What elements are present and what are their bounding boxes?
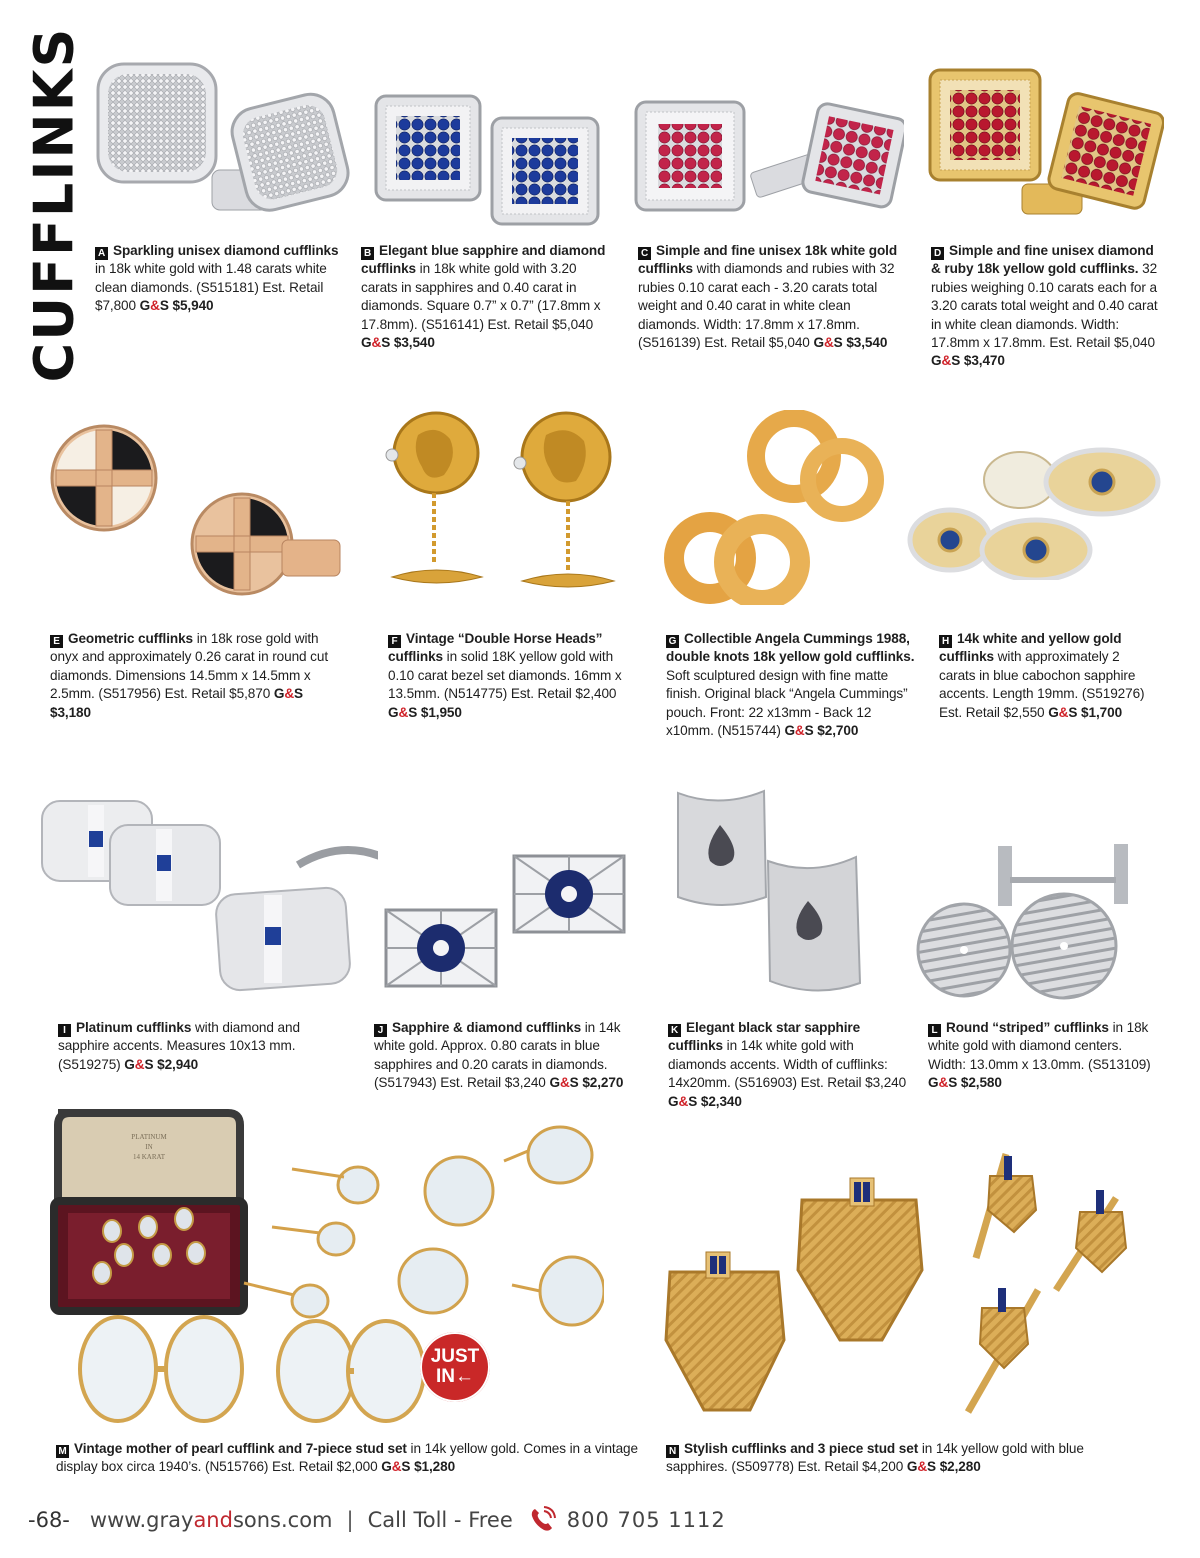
item-description-a	[95, 242, 345, 316]
item-description-c	[638, 242, 908, 352]
item-letter: L	[928, 1024, 941, 1037]
box-label-3: 14 KARAT	[132, 1153, 166, 1161]
item-name: Sparkling unisex diamond cufflinks	[113, 243, 339, 258]
item-letter: C	[638, 247, 651, 260]
product-image-a	[92, 60, 354, 232]
item-price: $2,700	[817, 723, 859, 739]
gs-logo: G&S	[381, 1459, 411, 1475]
box-label-2: IN	[145, 1143, 153, 1151]
item-details: in 18k white gold with 1.48 carats white clean diamonds. (S515181) Est. Retail $7,800	[95, 261, 327, 314]
item-name: Vintage mother of pearl cufflink and 7-piece stud set	[74, 1441, 407, 1456]
item-description-f	[388, 630, 628, 722]
item-details: in 18k white gold with diamond centers. Width: 13.0mm x 13.0mm. (S513109)	[928, 1020, 1151, 1072]
item-description-i	[58, 1019, 308, 1074]
item-description-j	[374, 1019, 624, 1093]
item-name: Round “striped” cufflinks	[946, 1020, 1109, 1035]
item-price: $2,940	[157, 1056, 199, 1072]
item-description-m	[56, 1440, 646, 1477]
item-name: Elegant black star sapphire cufflinks	[668, 1020, 861, 1054]
item-price: $1,280	[414, 1459, 456, 1475]
item-details: with approximately 2 carats in blue cabochon sapphire accents. Length 19mm. (S519276) Est. Retail $2,550	[939, 649, 1145, 720]
gs-logo: G&S	[139, 298, 169, 314]
item-letter: M	[56, 1445, 69, 1458]
item-name: Geometric cufflinks	[68, 631, 194, 646]
item-name: Elegant blue sapphire and diamond cufflinks	[361, 243, 606, 277]
item-details: in 14k white gold with diamonds accents. Width of cufflinks: 14x20mm. (S516903) Est. Retail $3,240	[668, 1038, 907, 1091]
gs-logo: G&S	[784, 723, 814, 739]
gs-logo: G&S	[813, 335, 843, 351]
product-image-n	[660, 1140, 1160, 1430]
call-toll-free-label: Call Toll - Free	[367, 1508, 513, 1532]
item-price: $1,700	[1081, 704, 1123, 720]
item-details: Soft sculptured design with fine matte finish. Original black “Angela Cummings” pouch. Front: 22 x13mm - Back 12 x10mm. (N515744)	[666, 667, 908, 739]
product-image-f	[378, 405, 640, 600]
item-letter: F	[388, 635, 401, 648]
product-image-d	[926, 66, 1164, 236]
item-letter: I	[58, 1024, 71, 1037]
item-price: $2,270	[582, 1075, 624, 1091]
page-footer	[28, 1502, 726, 1538]
gs-logo: G&S	[361, 335, 391, 351]
item-description-k	[668, 1019, 913, 1111]
product-image-e	[46, 420, 346, 600]
badge-line-1: JUST	[430, 1346, 480, 1367]
item-price: $3,540	[393, 335, 435, 351]
product-image-c	[632, 92, 904, 232]
item-name: 14k white and yellow gold cufflinks	[939, 631, 1122, 665]
item-description-g	[666, 630, 916, 740]
badge-line-2: IN←	[436, 1366, 474, 1387]
product-image-m	[44, 1105, 604, 1425]
item-letter: K	[668, 1024, 681, 1037]
item-name: Vintage “Double Horse Heads” cufflinks	[388, 631, 603, 665]
item-name: Stylish cufflinks and 3 piece stud set	[684, 1441, 919, 1456]
item-details: with diamonds and rubies with 32 rubies 0.10 carat each - 3.20 carats total weight and 0.40 carat in white clean diamonds. Width: 17.8mm x 17.8mm. (S516139) Est. Retail $5,040	[638, 261, 895, 351]
section-title-text: CUFFLINKS	[22, 26, 86, 382]
item-details: in solid 18K yellow gold with 0.10 carat bezel set diamonds. 16mm x 13.5mm. (N514775) Est. Retail $2,400	[388, 649, 622, 702]
phone-icon	[527, 1505, 557, 1535]
item-name: Sapphire & diamond cufflinks	[392, 1020, 582, 1035]
item-details: in 14k yellow gold with blue sapphires. (S509778) Est. Retail $4,200	[666, 1441, 1084, 1475]
item-description-d	[931, 242, 1163, 371]
just-in-badge	[420, 1332, 490, 1402]
item-price: $2,280	[939, 1459, 981, 1475]
item-description-l	[928, 1019, 1158, 1093]
item-price: $1,950	[420, 704, 462, 720]
product-image-i	[38, 795, 378, 995]
gs-logo: G&S	[928, 1075, 958, 1091]
item-letter: D	[931, 247, 944, 260]
page-number: -68-	[28, 1508, 70, 1532]
gs-logo: G&S	[549, 1075, 579, 1091]
item-price: $3,180	[50, 704, 91, 720]
item-name: Platinum cufflinks	[76, 1020, 192, 1035]
item-letter: G	[666, 635, 679, 648]
item-details: with diamond and sapphire accents. Measures 10x13 mm. (S519275)	[58, 1020, 300, 1072]
item-letter: B	[361, 247, 374, 260]
product-image-j	[380, 852, 632, 994]
item-description-e	[50, 630, 340, 722]
phone-number[interactable]: 800 705 1112	[566, 1508, 726, 1532]
item-price: $2,340	[700, 1093, 742, 1109]
item-name: Collectible Angela Cummings 1988, double knots 18k yellow gold cufflinks.	[666, 631, 915, 665]
product-image-l	[914, 840, 1144, 1000]
item-name: Simple and fine unisex 18k white gold cufflinks	[638, 243, 898, 277]
item-price: $5,940	[172, 298, 214, 314]
gs-logo: G&S	[1048, 704, 1078, 720]
item-letter: H	[939, 635, 952, 648]
item-price: $3,470	[963, 353, 1005, 369]
gs-logo: G&S	[668, 1093, 698, 1109]
gs-logo: G&S	[124, 1056, 154, 1072]
item-description-h	[939, 630, 1154, 722]
section-title	[22, 26, 86, 382]
item-details: 32 rubies weighing 0.10 carats each for a 3.20 carats total weight and 0.40 carat in white clean diamonds. Width: 17.8mm x 17.8mm. Est. Retail $5,040	[931, 261, 1158, 351]
item-details: in 18k white gold with 3.20 carats in sapphires and 0.40 carat in diamonds. Square 0.7” x 0.7” (17.8mm x 17.8mm). (S516141) Est. Retail $5,040	[361, 261, 601, 332]
product-image-g	[664, 410, 896, 605]
item-name: Simple and fine unisex diamond & ruby 18k yellow gold cufflinks.	[931, 243, 1154, 277]
item-letter: N	[666, 1445, 679, 1458]
item-letter: A	[95, 247, 108, 260]
product-image-h	[906, 440, 1168, 580]
product-image-b	[372, 92, 604, 232]
item-price: $3,540	[846, 335, 888, 351]
item-details: in 14k yellow gold. Comes in a vintage display box circa 1940’s. (N515766) Est. Retail $2,000	[56, 1441, 638, 1475]
box-label-1: PLATINUM	[131, 1133, 167, 1141]
item-description-b	[361, 242, 611, 352]
item-letter: J	[374, 1024, 387, 1037]
gs-logo: G&S	[931, 353, 961, 369]
item-details: in 14k white gold. Approx. 0.80 carats in blue sapphires and 0.20 carats in diamonds. (S517943) Est. Retail $3,240	[374, 1020, 621, 1091]
gs-logo: G&S	[273, 686, 304, 702]
gs-logo: G&S	[388, 704, 418, 720]
gs-logo: G&S	[906, 1459, 937, 1475]
website-link[interactable]: www.grayandsons.com	[89, 1508, 333, 1532]
item-letter: E	[50, 635, 63, 648]
item-description-n	[666, 1440, 1136, 1477]
footer-separator: |	[346, 1508, 354, 1532]
item-details: in 18k rose gold with onyx and approximately 0.26 carat in round cut diamonds. Dimensions 14.5mm x 14.5mm x 2.5mm. (S517956) Est. Retail $5,870	[50, 631, 329, 702]
item-price: $2,580	[960, 1075, 1002, 1091]
product-image-k	[660, 785, 912, 1005]
